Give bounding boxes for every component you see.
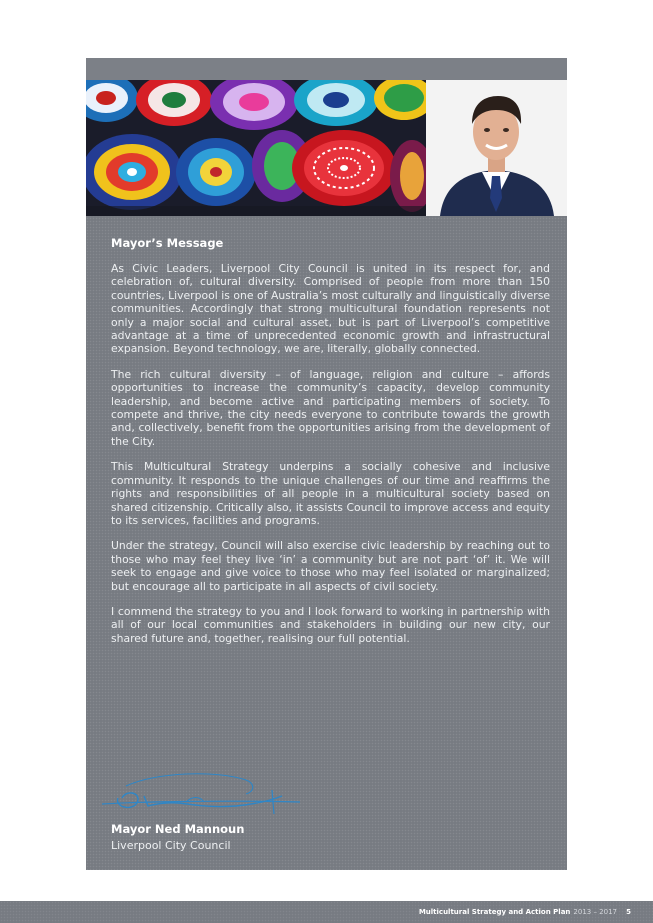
ceramic-bowls-illustration [86,80,426,216]
signature-icon [96,768,306,820]
mayor-portrait-illustration [426,80,567,216]
message-heading: Mayor’s Message [111,236,224,250]
panel-top-strip [86,58,567,80]
signatory-organisation: Liverpool City Council [111,839,231,852]
content-panel [86,58,567,870]
footer-years: 2013 – 2017 [573,908,617,916]
footer-document-title [419,908,617,916]
mayor-portrait-photo [426,80,567,216]
ceramic-bowls-photo [86,80,426,216]
message-paragraph-5: I commend the strategy to you and I look forward to working in partnership with all of our local communities and stakeholders in building our new city, our shared future and, together, realising our full potential. [111,604,550,645]
mayors-message [111,236,550,657]
message-paragraph-1: As Civic Leaders, Liverpool City Council is united in its respect for, and celebration of, cultural diversity. Comprised of people from more than 150 countries, Liverpool is one of Australia’s most culturally and linguistically diverse communities. Accordingly that strong multicultural foundation represents not only a major social and cultural asset, but is part of Liverpool’s competitive advantage at a time of unprecedented economic growth and infrastructural expansion. Beyond technology, we are, literally, globally connected. [111,262,550,356]
page-footer [0,901,653,923]
footer-title-text: Multicultural Strategy and Action Plan [418,908,571,916]
page-number: 5 [626,908,631,916]
message-paragraph-2: The rich cultural diversity – of language, religion and culture – affords opportunities to increase the community’s capacity, develop community leadership, and become active and participating members of society. To compete and thrive, the city needs everyone to contribute towards the growth and, collectively, benefit from the opportunities arising from the development of the City. [111,367,550,448]
message-paragraph-3: This Multicultural Strategy underpins a socially cohesive and inclusive community. It responds to the unique challenges of our time and reaffirms the rights and responsibilities of all people in a multicultural society based on shared citizenship. Critically also, it assists Council to improve access and equity to its services, facilities and programs. [111,460,550,527]
signatory-name: Mayor Ned Mannoun [111,822,245,836]
message-paragraph-4: Under the strategy, Council will also exercise civic leadership by reaching out to those who may feel they live ‘in’ a community but are not part ‘of’ it. We will seek to engage and give voice to those who may feel isolated or marginalized; but encourage all to participate in all aspects of civil society. [111,539,550,593]
